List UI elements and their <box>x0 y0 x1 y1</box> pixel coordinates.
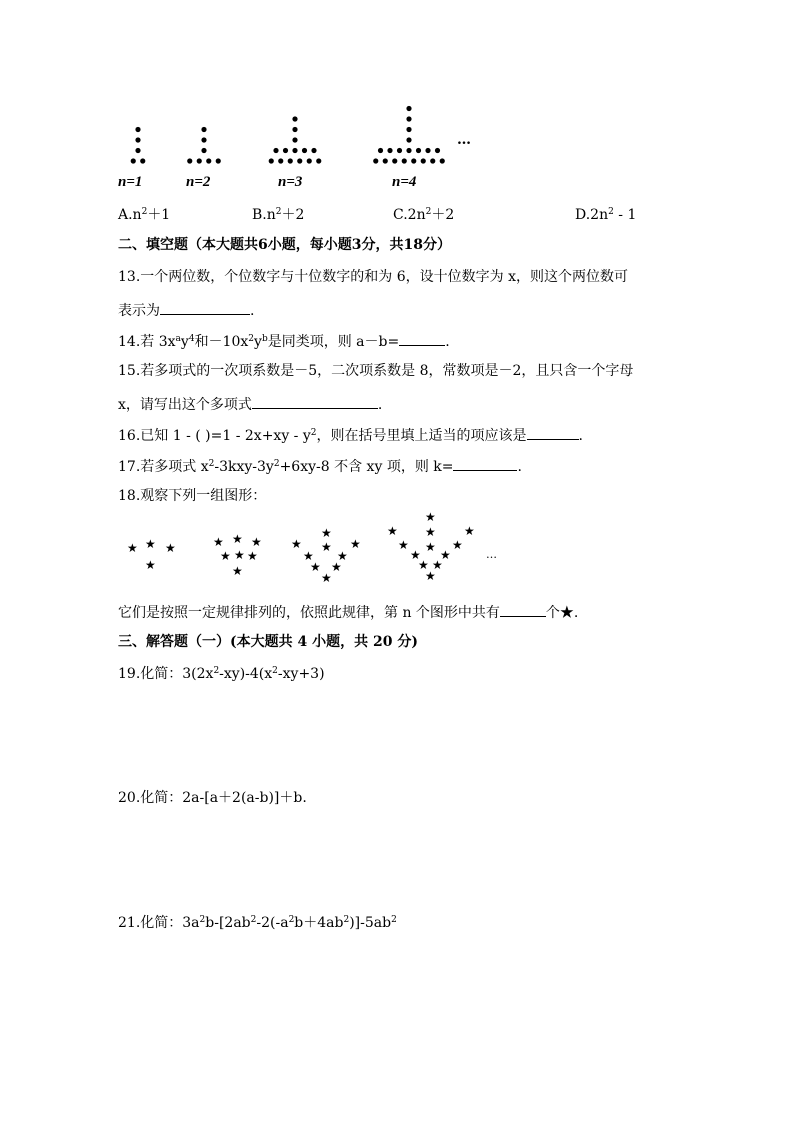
pattern-star: ★ <box>425 525 436 539</box>
q17-line: 17.若多项式 $x^2-3kxy-3y^2+6xy-8$ 不含 xy 项，则 k= . <box>118 456 522 476</box>
pattern-star: ★ <box>425 510 436 524</box>
pattern-star: ★ <box>418 558 429 572</box>
pattern-star: ★ <box>247 549 258 563</box>
pattern-star: ★ <box>232 564 243 578</box>
option-b: $B.n^2+2$ <box>252 207 305 223</box>
q15-line2: x，请写出这个多项式 . <box>118 394 382 414</box>
pattern-star: ★ <box>432 558 443 572</box>
pattern-star: ★ <box>251 535 262 549</box>
pattern-star: ★ <box>440 548 451 562</box>
q13-line1: 13.一个两位数，个位数字与十位数字的和为 6，设十位数字为 x，则这个两位数可 <box>118 269 628 285</box>
figure1-ellipsis: … <box>457 132 471 148</box>
pattern-star: ★ <box>331 560 342 574</box>
pattern-star: ★ <box>145 558 156 572</box>
option-a: $A.n^2+1$ <box>118 207 171 223</box>
pattern-star: ★ <box>165 541 176 555</box>
figure-label-n3: n=3 <box>278 174 303 190</box>
q13-line2: 表示为 . <box>118 300 254 320</box>
pattern-star: ★ <box>145 537 156 551</box>
pattern-star: ★ <box>291 537 302 551</box>
section3-heading: 三、解答题（一）(本大题共 4 小题，共 20 分) <box>118 634 418 650</box>
pattern-star: ★ <box>398 538 409 552</box>
pattern-star: ★ <box>337 549 348 563</box>
pattern-star: ★ <box>213 535 224 549</box>
option-c: $C.2n^2+2$ <box>393 207 455 223</box>
q18-text: 18.观察下列一组图形： <box>118 488 267 504</box>
q14-line: 14.若 $3x^ay^4$和$-10x^2y^b$是同类项，则 a－b= . <box>118 331 450 351</box>
pattern-star: ★ <box>232 532 243 546</box>
pattern-star: ★ <box>321 571 332 585</box>
pattern-star: ★ <box>387 524 398 538</box>
pattern-star: ★ <box>425 569 436 583</box>
pattern-star: ★ <box>321 526 332 540</box>
q20-line: 20.化简：2a-[a＋2(a-b)]＋b. <box>118 790 307 806</box>
pattern-star: ★ <box>464 524 475 538</box>
q16-line: 16.已知 1 - ( )$=1 - 2x+xy - y^2$，则在括号里填上适当的项应该是 . <box>118 425 583 445</box>
pattern-star: ★ <box>425 540 436 554</box>
figure-label-n4: n=4 <box>392 174 417 190</box>
q21-line: 21.化简：$3a^2b-[2ab^2-2(-a^2b+4ab^2)]-5ab^2$ <box>118 915 397 931</box>
pattern-star: ★ <box>310 560 321 574</box>
q15-line1: 15.若多项式的一次项系数是－5，二次项系数是 8，常数项是－2，且只含一个字母 <box>118 363 634 379</box>
q18-answer-blank[interactable] <box>500 602 546 617</box>
pattern-star: ★ <box>452 538 463 552</box>
q18-answer-line: 它们是按照一定规律排列的，依照此规律，第 n 个图形中共有 个★. <box>118 602 578 622</box>
pattern-star: ★ <box>220 549 231 563</box>
q19-line: 19.化简：$3(2x^2-xy)-4(x^2-xy+3)$ <box>118 666 325 682</box>
figure-label-n2: n=2 <box>186 174 211 190</box>
figure-label-n1: n=1 <box>118 174 143 190</box>
pattern-star: ★ <box>350 537 361 551</box>
section2-heading: 二、填空题（本大题共6小题，每小题3分，共18分） <box>118 237 451 253</box>
pattern-star: ★ <box>410 548 421 562</box>
pattern-star: ★ <box>303 549 314 563</box>
pattern-star: ★ <box>321 540 332 554</box>
pattern-star: ★ <box>234 548 245 562</box>
q18-ellipsis: … <box>486 548 497 561</box>
pattern-star: ★ <box>127 541 138 555</box>
option-d: $D.2n^2 - 1$ <box>575 207 637 223</box>
